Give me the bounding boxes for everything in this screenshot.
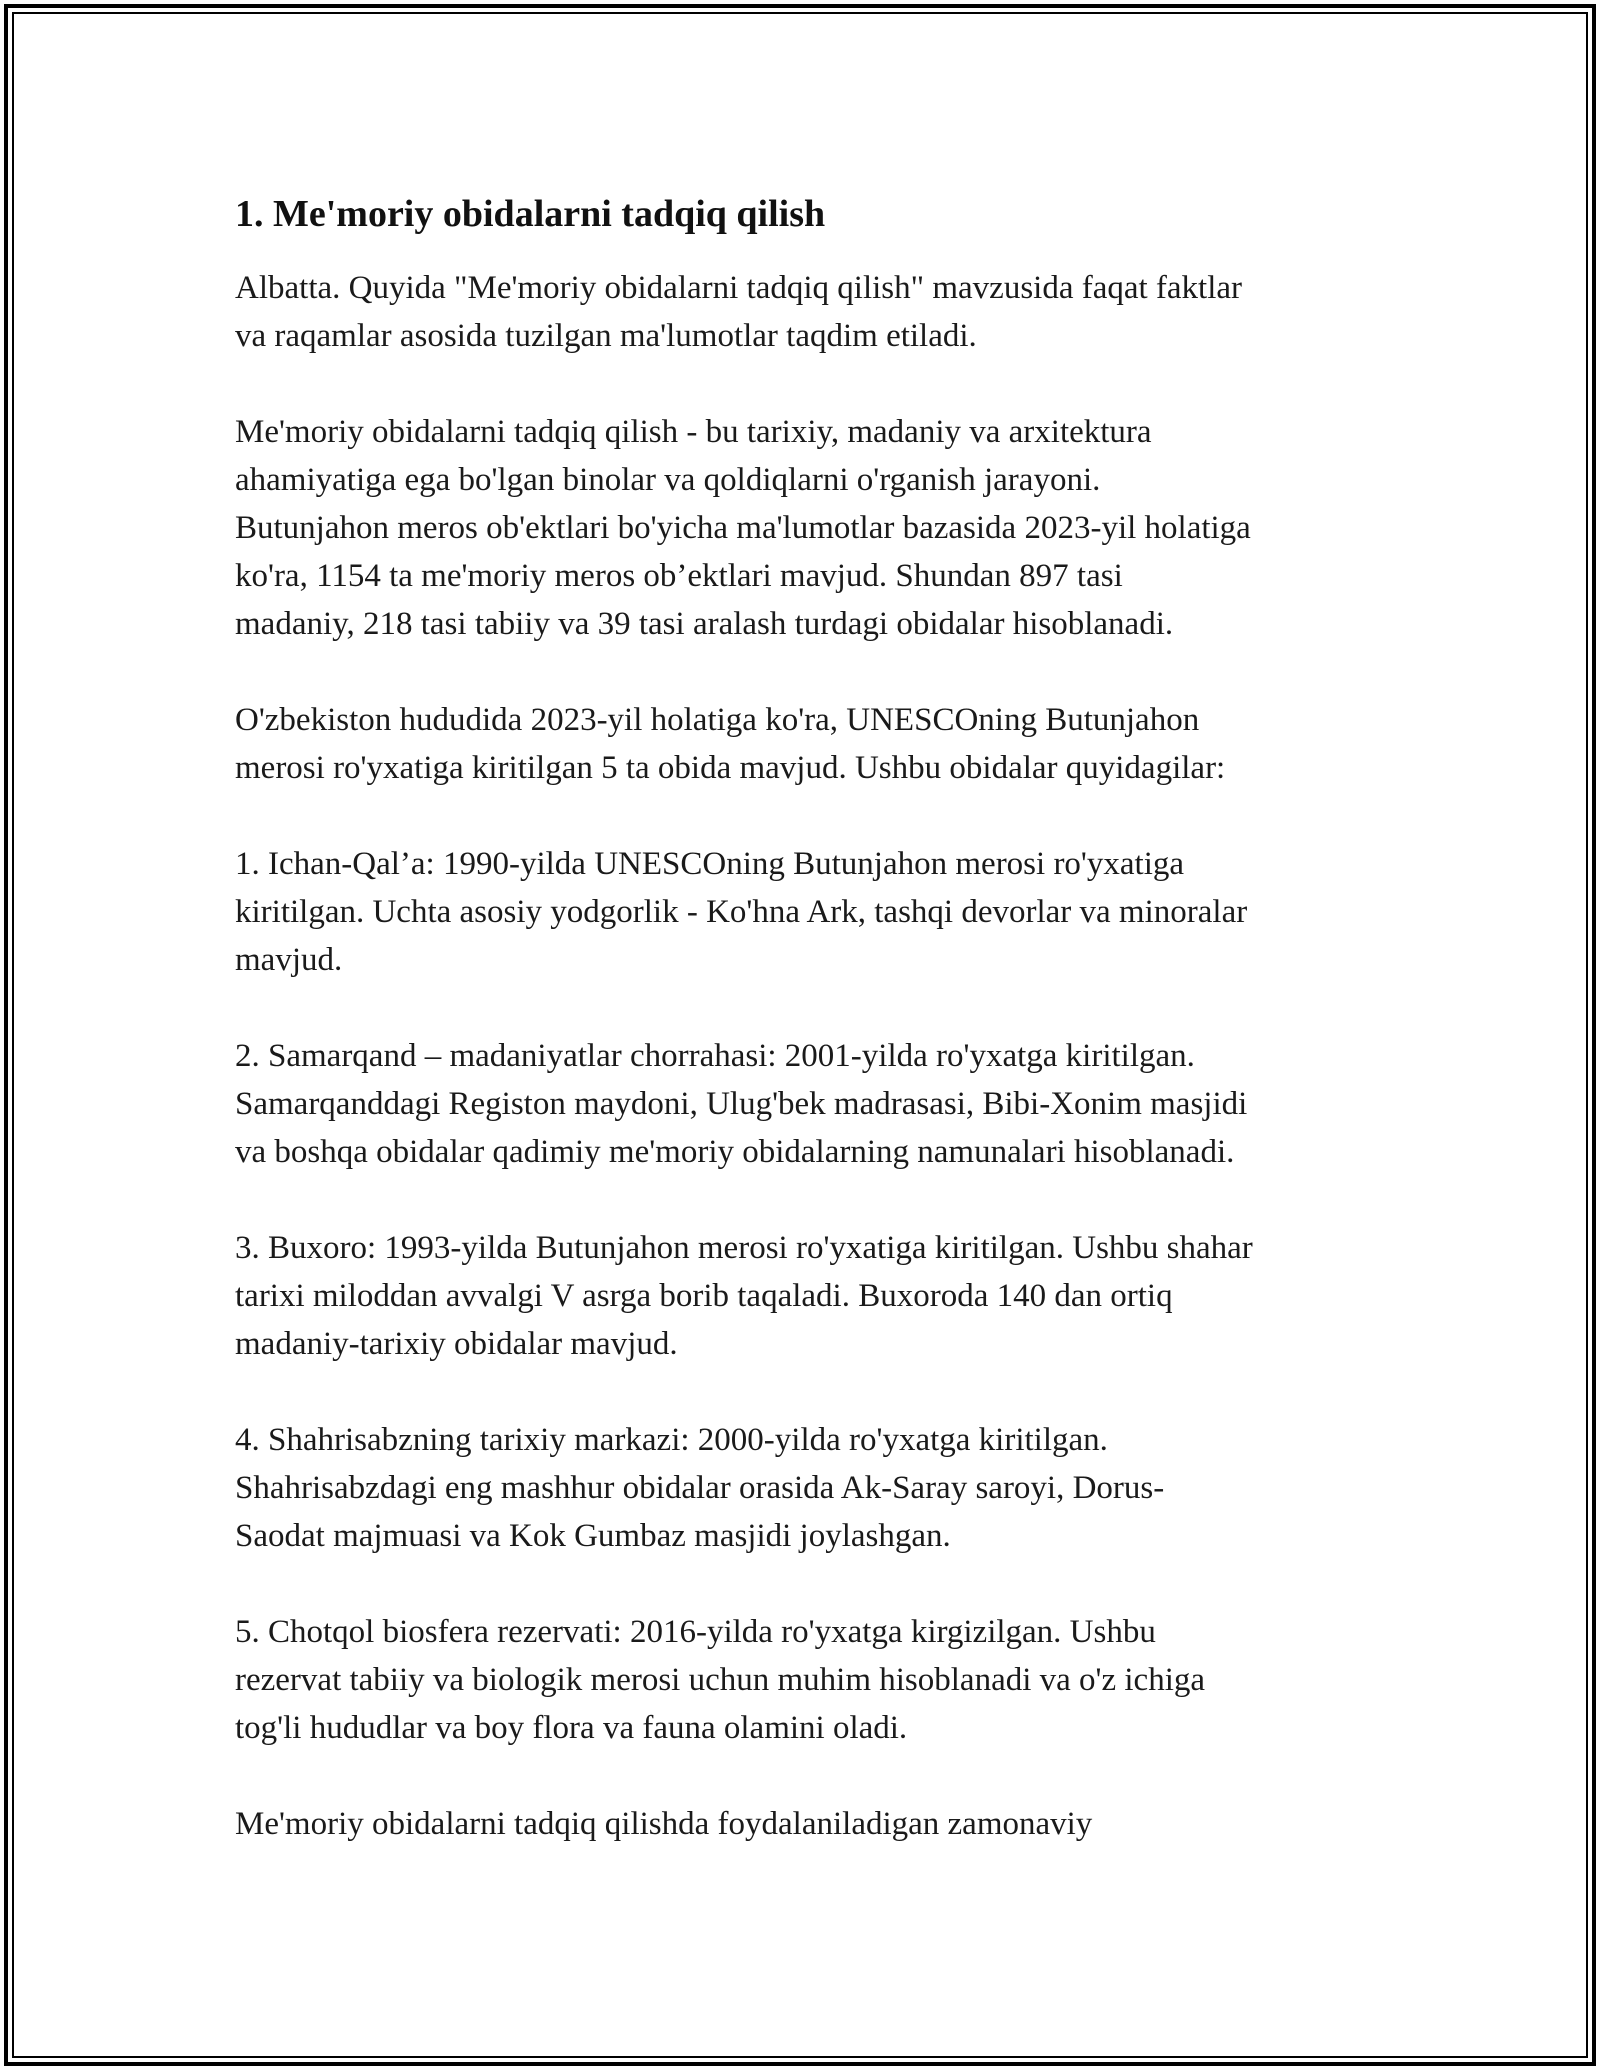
closing-paragraph: Me'moriy obidalarni tadqiq qilishda foydalaniladigan zamonaviy [235, 1806, 1093, 1842]
overview-paragraph: Me'moriy obidalarni tadqiq qilish - bu tarixiy, madaniy va arxitektura ahamiyatiga ega bo'lgan binolar va qoldiqlarni o'rganish jarayoni. Butunjahon meros ob'ektlari bo'yicha ma'lumotlar bazasida 2023-yil holatiga ko'ra, 1154 ta me'moriy meros ob’ektlari mavjud. Shundan 897 tasi madaniy, 218 tasi tabiiy va 39 tasi aralash turdagi obidalar hisoblanadi. [235, 414, 1251, 642]
list-item-ichan-qala: 1. Ichan-Qal’a: 1990-yilda UNESCOning Butunjahon merosi ro'yxatiga kiritilgan. Uchta asosiy yodgorlik - Ko'hna Ark, tashqi devorlar va minoralar mavjud. [235, 846, 1248, 978]
document-title: 1. Me'moriy obidalarni tadqiq qilish [235, 193, 826, 235]
list-item-buxoro: 3. Buxoro: 1993-yilda Butunjahon merosi ro'yxatiga kiritilgan. Ushbu shahar tarixi miloddan avvalgi V asrga borib taqaladi. Buxoroda 140 dan ortiq madaniy-tarixiy obidalar mavjud. [235, 1230, 1253, 1362]
intro-paragraph: Albatta. Quyida "Me'moriy obidalarni tadqiq qilish" mavzusida faqat faktlar va raqamlar asosida tuzilgan ma'lumotlar taqdim etiladi. [235, 270, 1243, 354]
uzbekistan-paragraph: O'zbekiston hududida 2023-yil holatiga ko'ra, UNESCOning Butunjahon merosi ro'yxatiga kiritilgan 5 ta obida mavjud. Ushbu obidalar quyidagilar: [235, 702, 1226, 786]
list-item-shahrisabz: 4. Shahrisabzning tarixiy markazi: 2000-yilda ro'yxatga kiritilgan. Shahrisabzdagi eng mashhur obidalar orasida Ak-Saray saroyi, Dorus- Saodat majmuasi va Kok Gumbaz masjidi joylashgan. [235, 1422, 1165, 1554]
list-item-chotqol: 5. Chotqol biosfera rezervati: 2016-yilda ro'yxatga kirgizilgan. Ushbu rezervat tabiiy va biologik merosi uchun muhim hisoblanadi va o'z ichiga tog'li hududlar va boy flora va fauna olamini oladi. [235, 1614, 1206, 1746]
list-item-samarqand: 2. Samarqand – madaniyatlar chorrahasi: 2001-yilda ro'yxatga kiritilgan. Samarqanddagi Registon maydoni, Ulug'bek madrasasi, Bibi-Xonim masjidi va boshqa obidalar qadimiy me'moriy obidalarning namunalari hisoblanadi. [235, 1038, 1248, 1170]
document-body [235, 188, 1375, 1896]
